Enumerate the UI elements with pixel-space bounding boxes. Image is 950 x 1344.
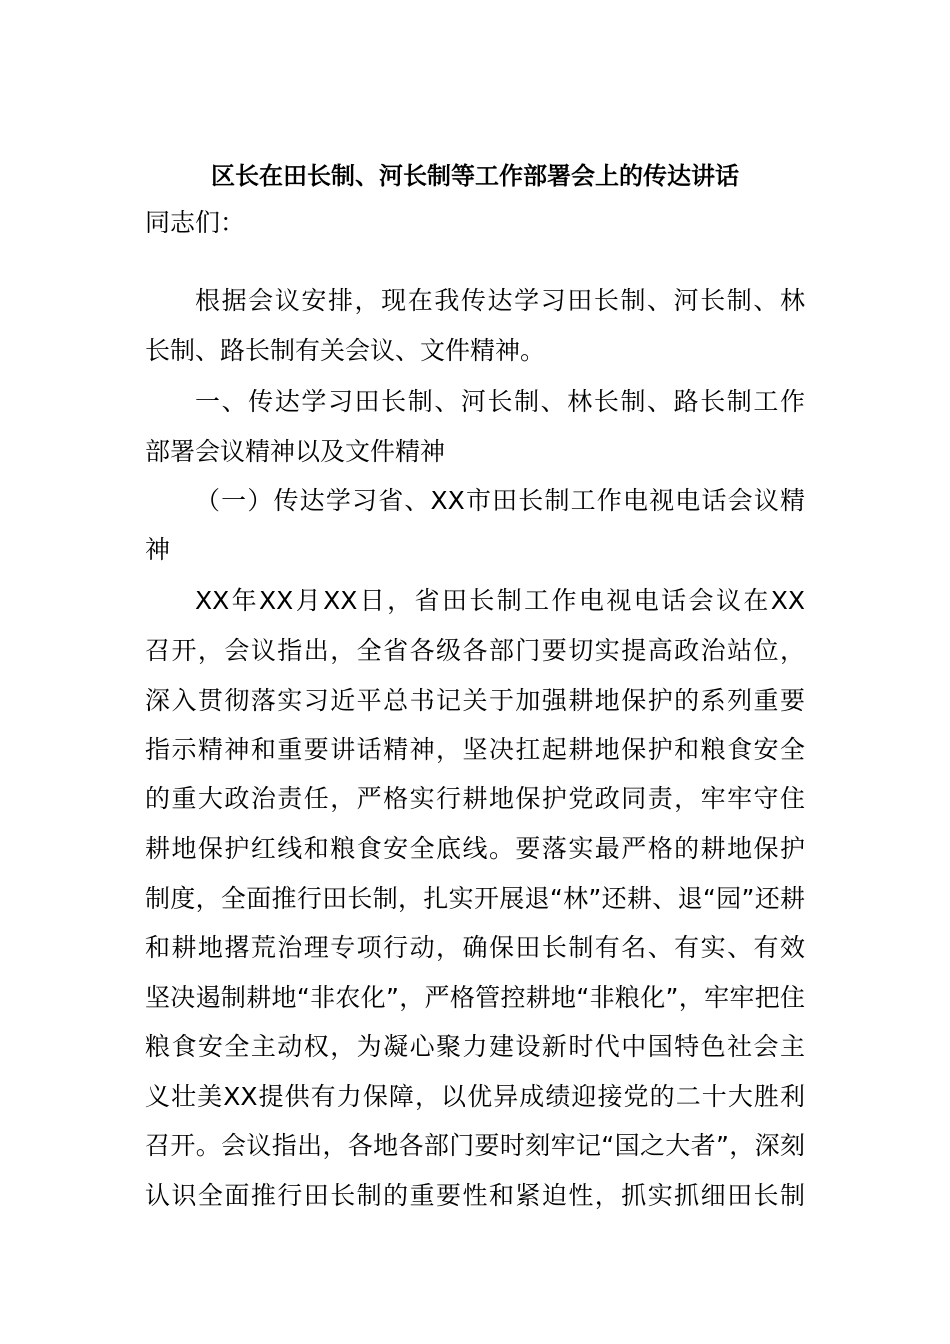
body-line: 和耕地撂荒治理专项行动，确保田长制有名、有实、有效 <box>145 933 805 962</box>
section-heading-line: 一、传达学习田长制、河长制、林长制、路长制工作 <box>195 387 805 416</box>
subsection-heading-line: （一）传达学习省、XX市田长制工作电视电话会议精 <box>195 486 805 515</box>
body-line: 制度，全面推行田长制，扎实开展退“林”还耕、退“园”还耕 <box>145 884 805 913</box>
body-line: 指示精神和重要讲话精神，坚决扛起耕地保护和粮食安全 <box>145 735 805 764</box>
body-line: 根据会议安排，现在我传达学习田长制、河长制、林 <box>195 286 805 315</box>
body-line: 召开。会议指出，各地各部门要时刻牢记“国之大者”，深刻 <box>145 1131 805 1160</box>
body-line: 认识全面推行田长制的重要性和紧迫性，抓实抓细田长制 <box>145 1181 805 1210</box>
body-line: 召开，会议指出，全省各级各部门要切实提高政治站位， <box>145 636 805 665</box>
salutation-line: 同志们： <box>145 208 246 237</box>
subsection-heading-line: 神 <box>145 535 171 564</box>
body-line: 长制、路长制有关会议、文件精神。 <box>145 336 546 365</box>
body-line: 的重大政治责任，严格实行耕地保护党政同责，牢牢守住 <box>145 784 805 813</box>
body-line: 义壮美XX提供有力保障，以优异成绩迎接党的二十大胜利 <box>145 1082 805 1111</box>
body-line: 粮食安全主动权，为凝心聚力建设新时代中国特色社会主 <box>145 1032 805 1061</box>
document-title: 区长在田长制、河长制等工作部署会上的传达讲话 <box>211 162 739 190</box>
body-line: XX年XX月XX日，省田长制工作电视电话会议在XX <box>195 586 805 615</box>
section-heading-line: 部署会议精神以及文件精神 <box>145 437 446 466</box>
body-line: 耕地保护红线和粮食安全底线。要落实最严格的耕地保护 <box>145 834 805 863</box>
body-line: 深入贯彻落实习近平总书记关于加强耕地保护的系列重要 <box>145 686 805 715</box>
body-line: 坚决遏制耕地“非农化”，严格管控耕地“非粮化”，牢牢把住 <box>145 983 805 1012</box>
